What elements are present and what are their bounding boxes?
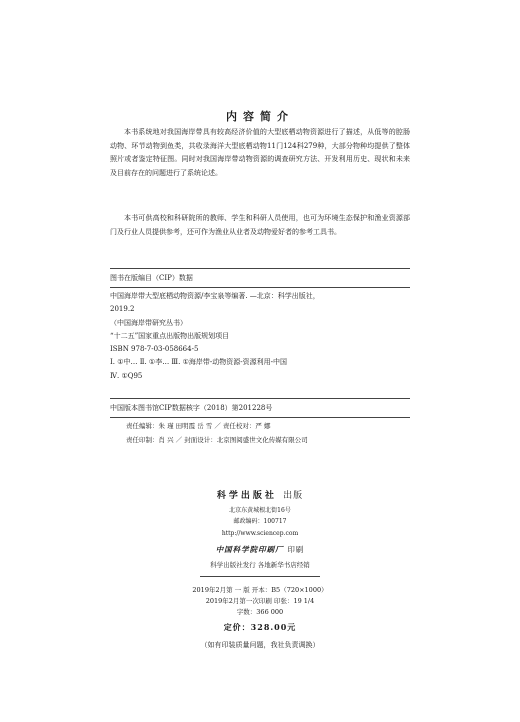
cip-line: 2019.2 — [110, 305, 135, 314]
summary-title: 内容简介 — [226, 110, 294, 123]
editors-line: 责任编辑：朱 瑾 田明霞 岳 雪 ／ 责任校对：严 娜 — [126, 422, 271, 430]
summary-paragraph-2: 本书可供高校和科研院所的教师、学生和科研人员使用，也可为环境生态保护和渔业资源部门及行业人员提供参考，还可作为渔业从业者及动物爱好者的参考工具书。 — [110, 214, 410, 236]
printing-text: 2019年2月第一次印刷 印张：19 1/4 — [205, 597, 315, 605]
price: 定价：328.00元 — [223, 622, 297, 632]
edition-line — [0, 585, 520, 596]
production-line: 责任印制：肖 兴 ／ 封面设计：北京图阅盛世文化传媒有限公司 — [126, 436, 308, 444]
distribution-line: 科学出版社发行 各地新华书店经销 — [210, 561, 310, 569]
quality-notice: （如有印装质量问题，我社负责调换） — [200, 641, 320, 649]
printer-suffix: 印刷 — [287, 545, 305, 554]
summary-paragraph-1: 本书系统地对我国海岸带具有较高经济价值的大型底栖动物资源进行了描述，从低等的腔肠动物、环节动物到鱼类，共收录海洋大型底栖动物11门124科279种，大部分物种均提供了整体照片或者鉴定特征图。同时对我国海岸带动物资源的调查研究方法、开发利用历史、现状和未来及目前存在的问题进行了系统论述。 — [110, 128, 410, 177]
edition-text: 2019年2月第 一 版 开本：B5（720×1000） — [192, 586, 328, 594]
cip-record-number: 中国版本图书馆CIP数据核字（2018）第201228号 — [110, 398, 410, 418]
cip-line: Ⅳ. ①Q95 — [110, 371, 143, 380]
publisher-suffix: 出版 — [283, 491, 304, 501]
printer-line — [0, 544, 520, 555]
printing-line — [0, 596, 520, 607]
publisher-postcode: 邮政编码：100717 — [233, 518, 287, 525]
cip-header: 图书在版编目（CIP）数据 — [110, 268, 410, 288]
cip-data-block — [110, 290, 410, 383]
printer-name: 中国科学院印刷厂 — [215, 545, 284, 554]
cip-line: ISBN 978-7-03-058664-5 — [110, 345, 199, 354]
publisher-address: 北京东黄城根北街16号 — [229, 507, 291, 514]
publisher-name: 科学出版社 — [216, 491, 277, 501]
publisher-line — [0, 488, 520, 501]
divider — [200, 576, 320, 577]
cip-line: 中国海岸带大型底栖动物资源/李宝泉等编著. —北京：科学出版社， — [110, 292, 320, 300]
word-count-line — [0, 607, 520, 618]
cip-line: Ⅰ. ①中… Ⅱ. ①李… Ⅲ. ①海岸带-动物资源-资源利用-中国 — [110, 358, 287, 367]
cip-line: “十二五”国家重点出版物出版规划项目 — [110, 331, 230, 340]
cip-line: （中国海岸带研究丛书） — [110, 318, 187, 327]
publisher-website: http://www.sciencep.com — [221, 530, 299, 537]
word-count-text: 字数：366 000 — [236, 608, 284, 616]
